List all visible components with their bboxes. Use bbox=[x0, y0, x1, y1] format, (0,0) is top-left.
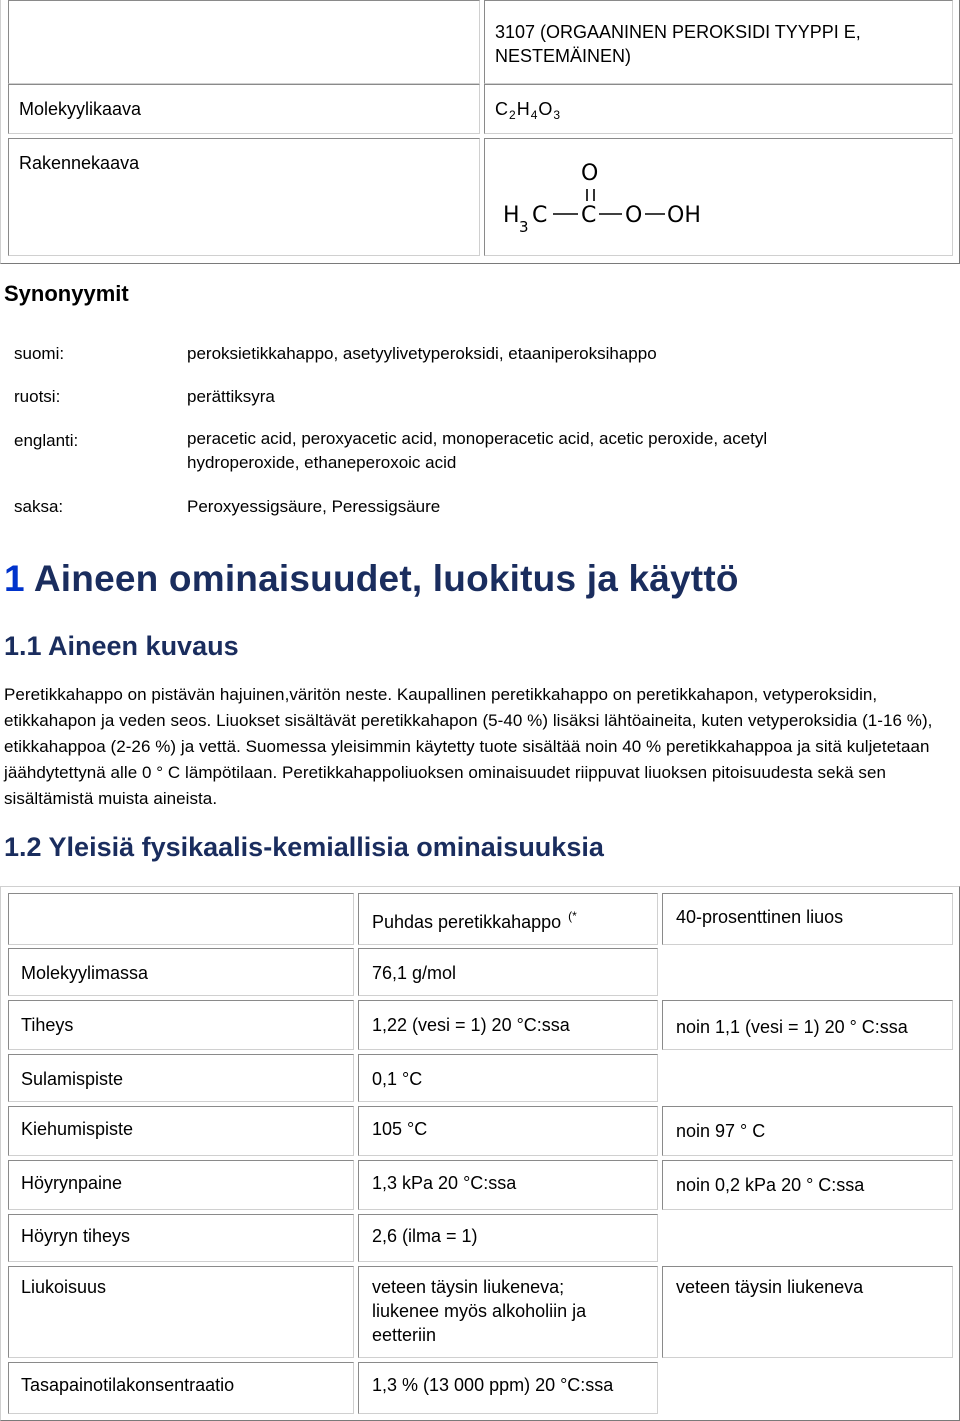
carbonyl-carbon: C bbox=[581, 203, 597, 228]
molecular-formula bbox=[495, 97, 561, 123]
property-pure-value: 1,3 % (13 000 ppm) 20 °C:ssa bbox=[372, 1375, 614, 1395]
section-1-number: 1 bbox=[4, 558, 25, 599]
property-pure-value: 1,3 kPa 20 °C:ssa bbox=[372, 1173, 517, 1193]
prop-row-solubility-solution bbox=[662, 1266, 953, 1358]
property-solution-value: noin 1,1 (vesi = 1) 20 ° C:ssa bbox=[676, 1017, 908, 1037]
hydroxyl: OH bbox=[667, 203, 701, 228]
prop-header-solution bbox=[662, 893, 953, 945]
property-label: Molekyylimassa bbox=[21, 963, 149, 983]
prop-row-vapour-pressure-pure bbox=[358, 1160, 658, 1210]
section-1-1-heading: 1.1 Aineen kuvaus bbox=[4, 631, 239, 661]
oxygen-top: O bbox=[581, 161, 599, 186]
prop-row-density-solution bbox=[662, 1000, 953, 1050]
structure-label: Rakennekaava bbox=[19, 153, 140, 173]
synonym-value-english: peracetic acid, peroxyacetic acid, monoperacetic acid, acetic peroxide, acetyl hydroperoxide, ethaneperoxoic acid bbox=[187, 429, 768, 472]
prop-header-empty bbox=[8, 893, 354, 945]
prop-row-solubility-pure bbox=[358, 1266, 658, 1358]
prop-row-molar-mass-label bbox=[8, 948, 354, 996]
formula-c-count: 2 bbox=[509, 108, 516, 122]
prop-row-density-label bbox=[8, 1000, 354, 1050]
prop-row-equilibrium-label bbox=[8, 1362, 354, 1414]
h3c-h: H bbox=[503, 203, 520, 228]
prop-row-boiling-label bbox=[8, 1106, 354, 1156]
property-label: Liukoisuus bbox=[21, 1277, 107, 1297]
property-pure-value: 1,22 (vesi = 1) 20 °C:ssa bbox=[372, 1015, 570, 1035]
prop-row-melting-label bbox=[8, 1054, 354, 1102]
formula-h-count: 4 bbox=[530, 108, 538, 122]
prop-row-boiling-solution bbox=[662, 1106, 953, 1156]
synonym-value-swedish: perättiksyra bbox=[187, 387, 275, 406]
property-label: Tiheys bbox=[21, 1015, 74, 1035]
synonym-value-german: Peroxyessigsäure, Peressigsäure bbox=[187, 497, 441, 516]
property-pure-value: 2,6 (ilma = 1) bbox=[372, 1226, 478, 1246]
prop-row-solubility-label bbox=[8, 1266, 354, 1358]
prop-row-vapour-pressure-label bbox=[8, 1160, 354, 1210]
formula-o-count: 3 bbox=[553, 108, 561, 122]
property-label: Höyryn tiheys bbox=[21, 1226, 131, 1246]
formula-label-cell bbox=[8, 84, 480, 134]
structural-formula-diagram bbox=[495, 153, 735, 253]
property-label: Tasapainotilakonsentraatio bbox=[21, 1375, 235, 1395]
formula-o: O bbox=[538, 99, 553, 119]
formula-h: H bbox=[516, 99, 530, 119]
header-pure-label: Puhdas peretikkahappo bbox=[372, 912, 562, 932]
property-pure-value: 105 °C bbox=[372, 1119, 428, 1139]
h3c-subscript: 3 bbox=[519, 218, 529, 236]
section-1-2-heading: 1.2 Yleisiä fysikaalis-kemiallisia ominaisuuksia bbox=[4, 832, 604, 862]
synonym-label-finnish: suomi: bbox=[14, 344, 65, 363]
prop-header-pure bbox=[358, 893, 658, 945]
prop-row-vapour-density-label bbox=[8, 1214, 354, 1262]
prop-row-molar-mass-pure bbox=[358, 948, 658, 996]
section-1-title: Aineen ominaisuudet, luokitus ja käyttö bbox=[33, 558, 739, 599]
section-1-heading bbox=[4, 556, 739, 602]
prop-row-melting-pure bbox=[358, 1054, 658, 1102]
property-pure-value: 0,1 °C bbox=[372, 1069, 423, 1089]
un-name: 3107 (ORGAANINEN PEROKSIDI TYYPPI E, NESTEMÄINEN) bbox=[495, 22, 861, 66]
header-solution-label: 40-prosenttinen liuos bbox=[676, 907, 844, 927]
prop-row-equilibrium-pure bbox=[358, 1362, 658, 1414]
property-solution-value: noin 97 ° C bbox=[676, 1121, 766, 1141]
header-pure-footnote: (* bbox=[568, 909, 577, 923]
formula-value-cell bbox=[484, 84, 953, 134]
synonym-value-finnish: peroksietikkahappo, asetyylivetyperoksidi, etaaniperoksihappo bbox=[187, 344, 657, 363]
synonyms-heading: Synonyymit bbox=[4, 281, 129, 306]
structure-image-cell bbox=[484, 138, 953, 256]
property-solution-value: noin 0,2 kPa 20 ° C:ssa bbox=[676, 1175, 865, 1195]
property-label: Kiehumispiste bbox=[21, 1119, 134, 1139]
formula-c: C bbox=[495, 99, 508, 119]
synonym-label-german: saksa: bbox=[14, 497, 64, 516]
prop-row-boiling-pure bbox=[358, 1106, 658, 1156]
identity-empty-cell bbox=[8, 0, 480, 84]
description-paragraph: Peretikkahappo on pistävän hajuinen,väritön neste. Kaupallinen peretikkahappo on peretikkahapon, vetyperoksidin, etikkahapon ja veden seos. Liuokset sisältävät peretikkahapon (5-40 %) lisäksi lähtöaineita, kuten vetyperoksidia (1-16 %), etikkahappoa (2-26 %) ja vettä. Suomessa yleisimmin käytetty tuote sisältää noin 40 % peretikkahappoa ja sitä kuljetetaan jäähdytettynä alle 0 ° C lämpötilaan. Peretikkahappoliuoksen ominaisuudet riippuvat liuoksen pitoisuudesta sekä sen sisältämistä muista aineista. bbox=[4, 685, 933, 808]
prop-row-density-pure bbox=[358, 1000, 658, 1050]
property-pure-value: 76,1 g/mol bbox=[372, 963, 457, 983]
synonym-label-english: englanti: bbox=[14, 431, 79, 450]
property-label: Sulamispiste bbox=[21, 1069, 124, 1089]
ether-oxygen: O bbox=[625, 203, 643, 228]
prop-row-vapour-density-pure bbox=[358, 1214, 658, 1262]
structure-label-cell bbox=[8, 138, 480, 256]
property-solution-value: veteen täysin liukeneva bbox=[676, 1277, 864, 1297]
property-pure-value: veteen täysin liukeneva; liukenee myös alkoholiin ja eetteriin bbox=[372, 1277, 587, 1345]
formula-label: Molekyylikaava bbox=[19, 99, 142, 119]
h3c-c: C bbox=[532, 203, 548, 228]
synonym-label-swedish: ruotsi: bbox=[14, 387, 61, 406]
prop-row-vapour-pressure-solution bbox=[662, 1160, 953, 1210]
identity-name-cell bbox=[484, 0, 953, 84]
property-label: Höyrynpaine bbox=[21, 1173, 123, 1193]
